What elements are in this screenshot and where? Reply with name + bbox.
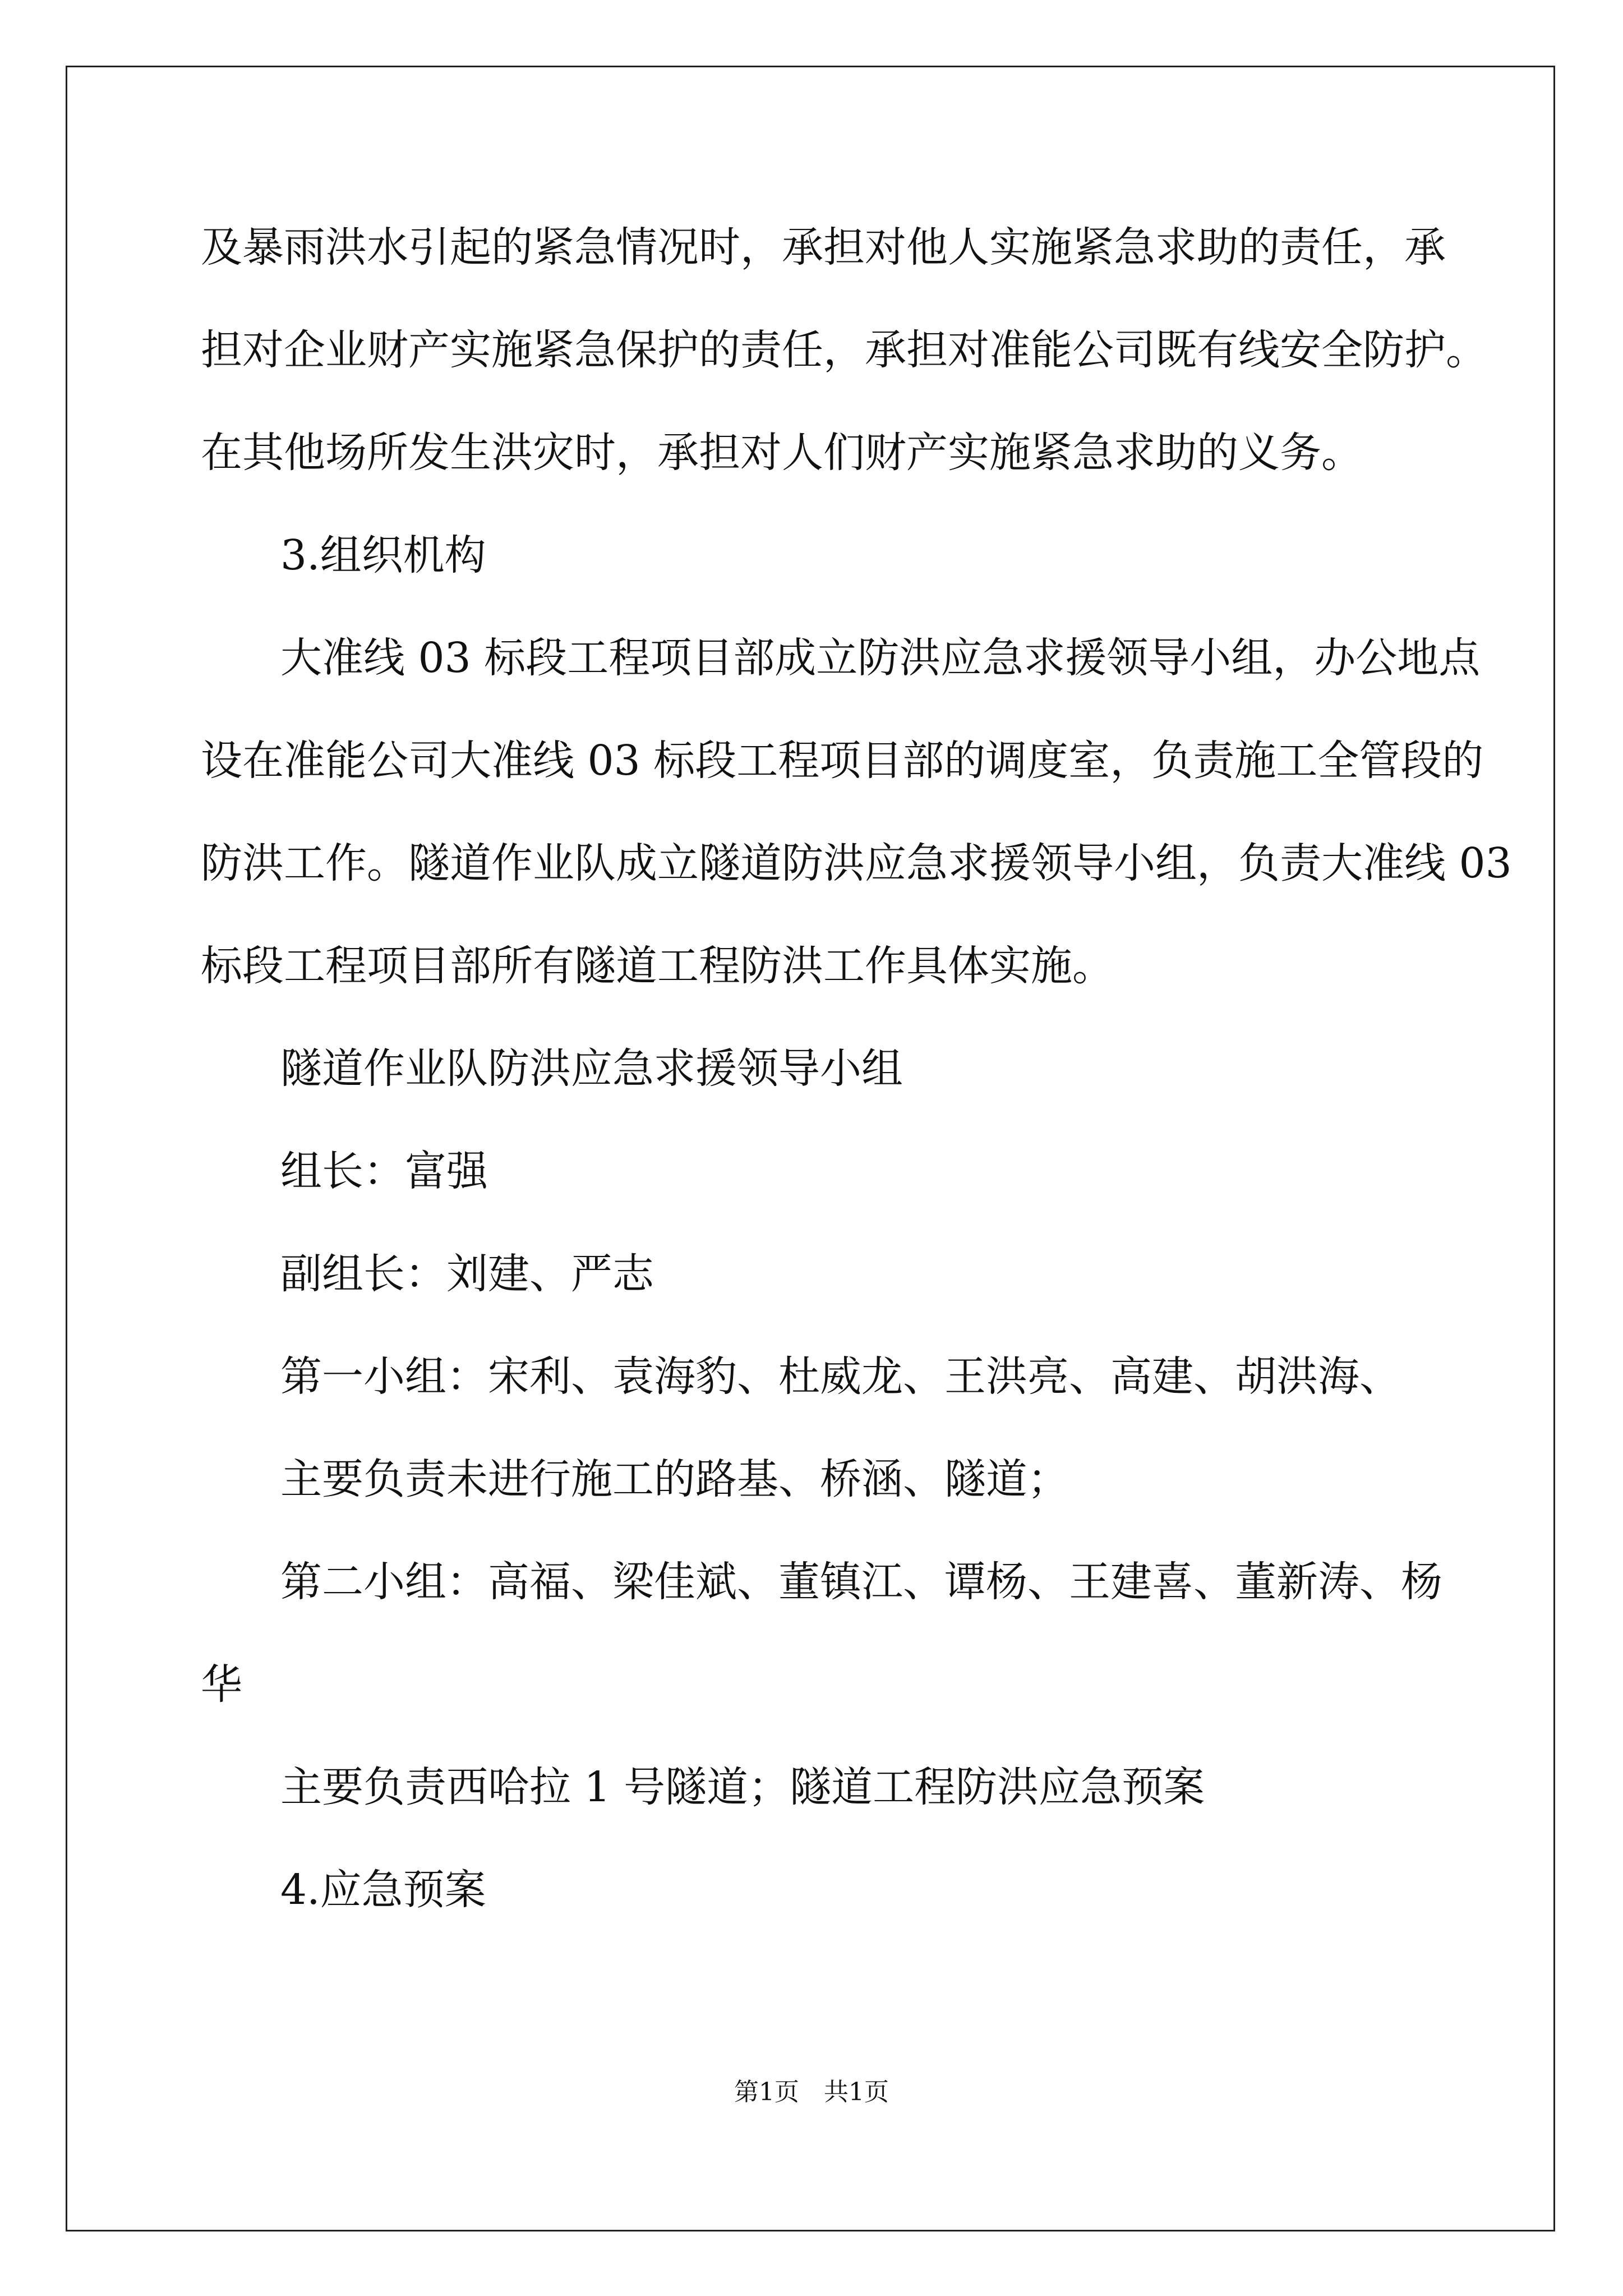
text-line-5: 大准线 03 标段工程项目部成立防洪应急求援领导小组，办公地点 <box>280 634 1481 682</box>
text-line-7: 防洪工作。隧道作业队成立隧道防洪应急求援领导小组，负责大准线 03 <box>201 839 1512 887</box>
team-two-duty: 主要负责西哈拉 1 号隧道；隧道工程防洪应急预案 <box>280 1763 1205 1811</box>
text-line-1: 及暴雨洪水引起的紧急情况时，承担对他人实施紧急求助的责任，承 <box>201 223 1446 272</box>
team-two-members-cont: 华 <box>201 1660 242 1709</box>
section-heading-emergency-plan: 4.应急预案 <box>280 1866 486 1914</box>
team-one-duty: 主要负责未进行施工的路基、桥涵、隧道； <box>280 1455 1069 1503</box>
team-two-members: 第二小组：高福、梁佳斌、董镇江、谭杨、王建喜、董新涛、杨 <box>280 1558 1442 1606</box>
text-line-2: 担对企业财产实施紧急保护的责任，承担对准能公司既有线安全防护。 <box>201 326 1487 374</box>
text-line-6: 设在准能公司大准线 03 标段工程项目部的调度室，负责施工全管段的 <box>201 737 1484 785</box>
team-one-members: 第一小组：宋利、袁海豹、杜威龙、王洪亮、高建、胡洪海、 <box>280 1352 1401 1401</box>
page-number-footer: 第1页 共1页 <box>734 2078 889 2106</box>
deputy-leaders: 副组长：刘建、严志 <box>280 1250 654 1298</box>
group-title: 隧道作业队防洪应急求援领导小组 <box>280 1045 903 1093</box>
text-line-3: 在其他场所发生洪灾时，承担对人们财产实施紧急求助的义务。 <box>201 429 1363 477</box>
group-leader: 组长：富强 <box>280 1147 488 1195</box>
section-heading-organization: 3.组织机构 <box>280 531 486 579</box>
text-line-8: 标段工程项目部所有隧道工程防洪工作具体实施。 <box>201 942 1114 990</box>
